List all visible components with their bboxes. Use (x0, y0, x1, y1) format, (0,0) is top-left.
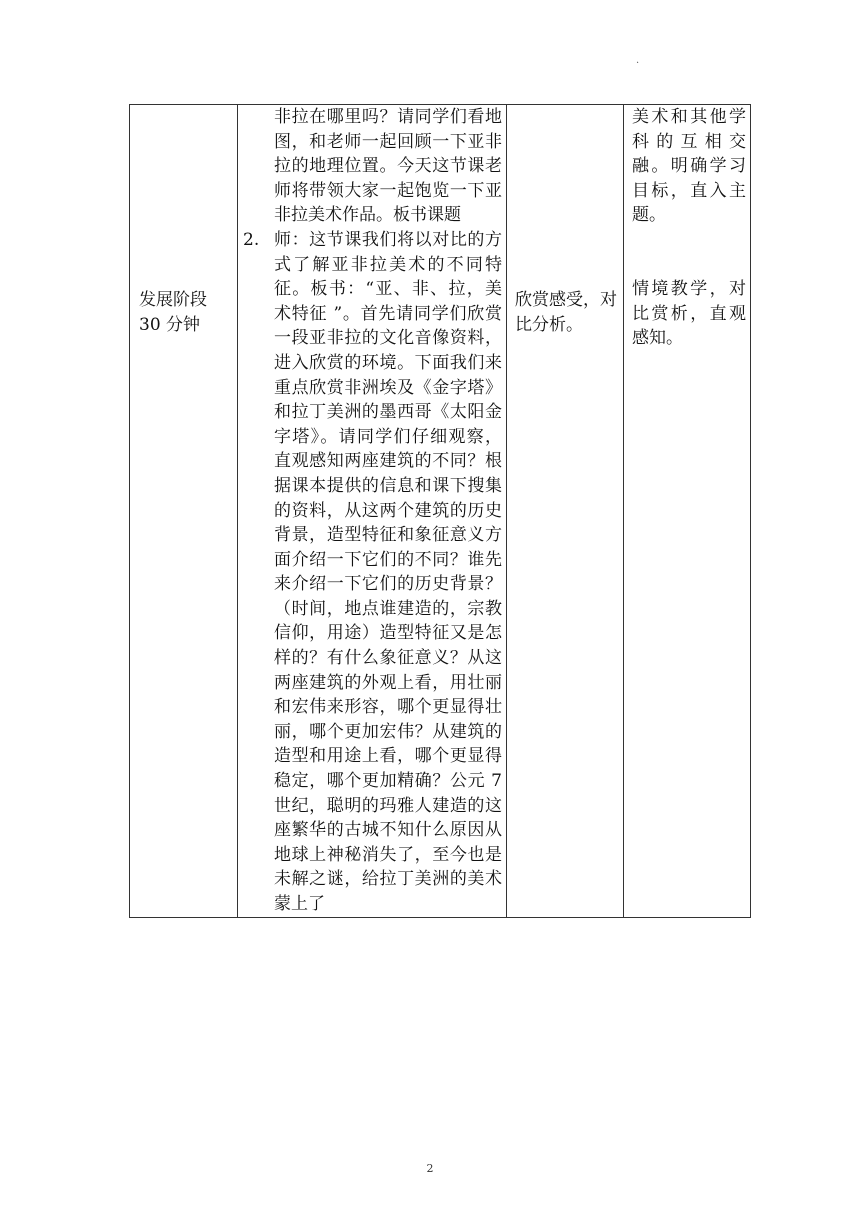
student-activity-text: 欣赏感受，对比分析。 (515, 290, 617, 335)
lesson-plan-table (129, 104, 751, 918)
stage-name: 发展阶段 (139, 290, 207, 310)
design-intent-cell (624, 105, 751, 918)
item-number: 2. (243, 229, 260, 250)
design-intent-part1: 美术和其他学科的互相交融。明确学习目标，直入主题。 (632, 107, 746, 226)
design-intent-part2: 情境教学，对比赏析，直观感知。 (632, 278, 746, 349)
item-text: 师：这节课我们将以对比的方式了解亚非拉美术的不同特征。板书：“亚、非、拉，美术特征 ”。首先请同学们欣赏一段亚非拉的文化音像资料，进入欣赏的环境。下面我们来重点欣赏非洲埃及《金字塔》和拉丁美洲的墨西哥《太阳金字塔》。请同学们仔细观察，直观感知两座建筑的不同？根据课本提供的信息和课下搜集的资料，从这两个建筑的历史背景，造型特征和象征意义方面介绍一下它们的不同？谁先来介绍一下它们的历史背景？（时间，地点谁建造的，宗教信仰，用途）造型特征又是怎样的？有什么象征意义？从这两座建筑的外观上看，用壮丽和宏伟来形容，哪个更显得壮丽，哪个更加宏伟？从建筑的造型和用途上看，哪个更显得稳定，哪个更加精确？公元 7 世纪，聪明的玛雅人建造的这座繁华的古城不知什么原因从地球上神秘消失了，至今也是未解之谜，给拉丁美洲的美术蒙上了 (274, 229, 502, 914)
list-item (243, 228, 502, 917)
stage-cell (130, 105, 238, 918)
page-number: 2 (426, 1162, 434, 1175)
header-mark: · (636, 58, 640, 69)
teacher-activity-continuation: 非拉在哪里吗？请同学们看地图，和老师一起回顾一下亚非拉的地理位置。今天这节课老师将带领大家一起饱览一下亚非拉美术作品。板书课题 (274, 107, 502, 226)
spacer (632, 228, 746, 277)
stage-duration: 30 分钟 (139, 314, 201, 335)
table-row (130, 105, 751, 918)
student-activity-cell (507, 105, 624, 918)
teacher-activity-cell (238, 105, 507, 918)
